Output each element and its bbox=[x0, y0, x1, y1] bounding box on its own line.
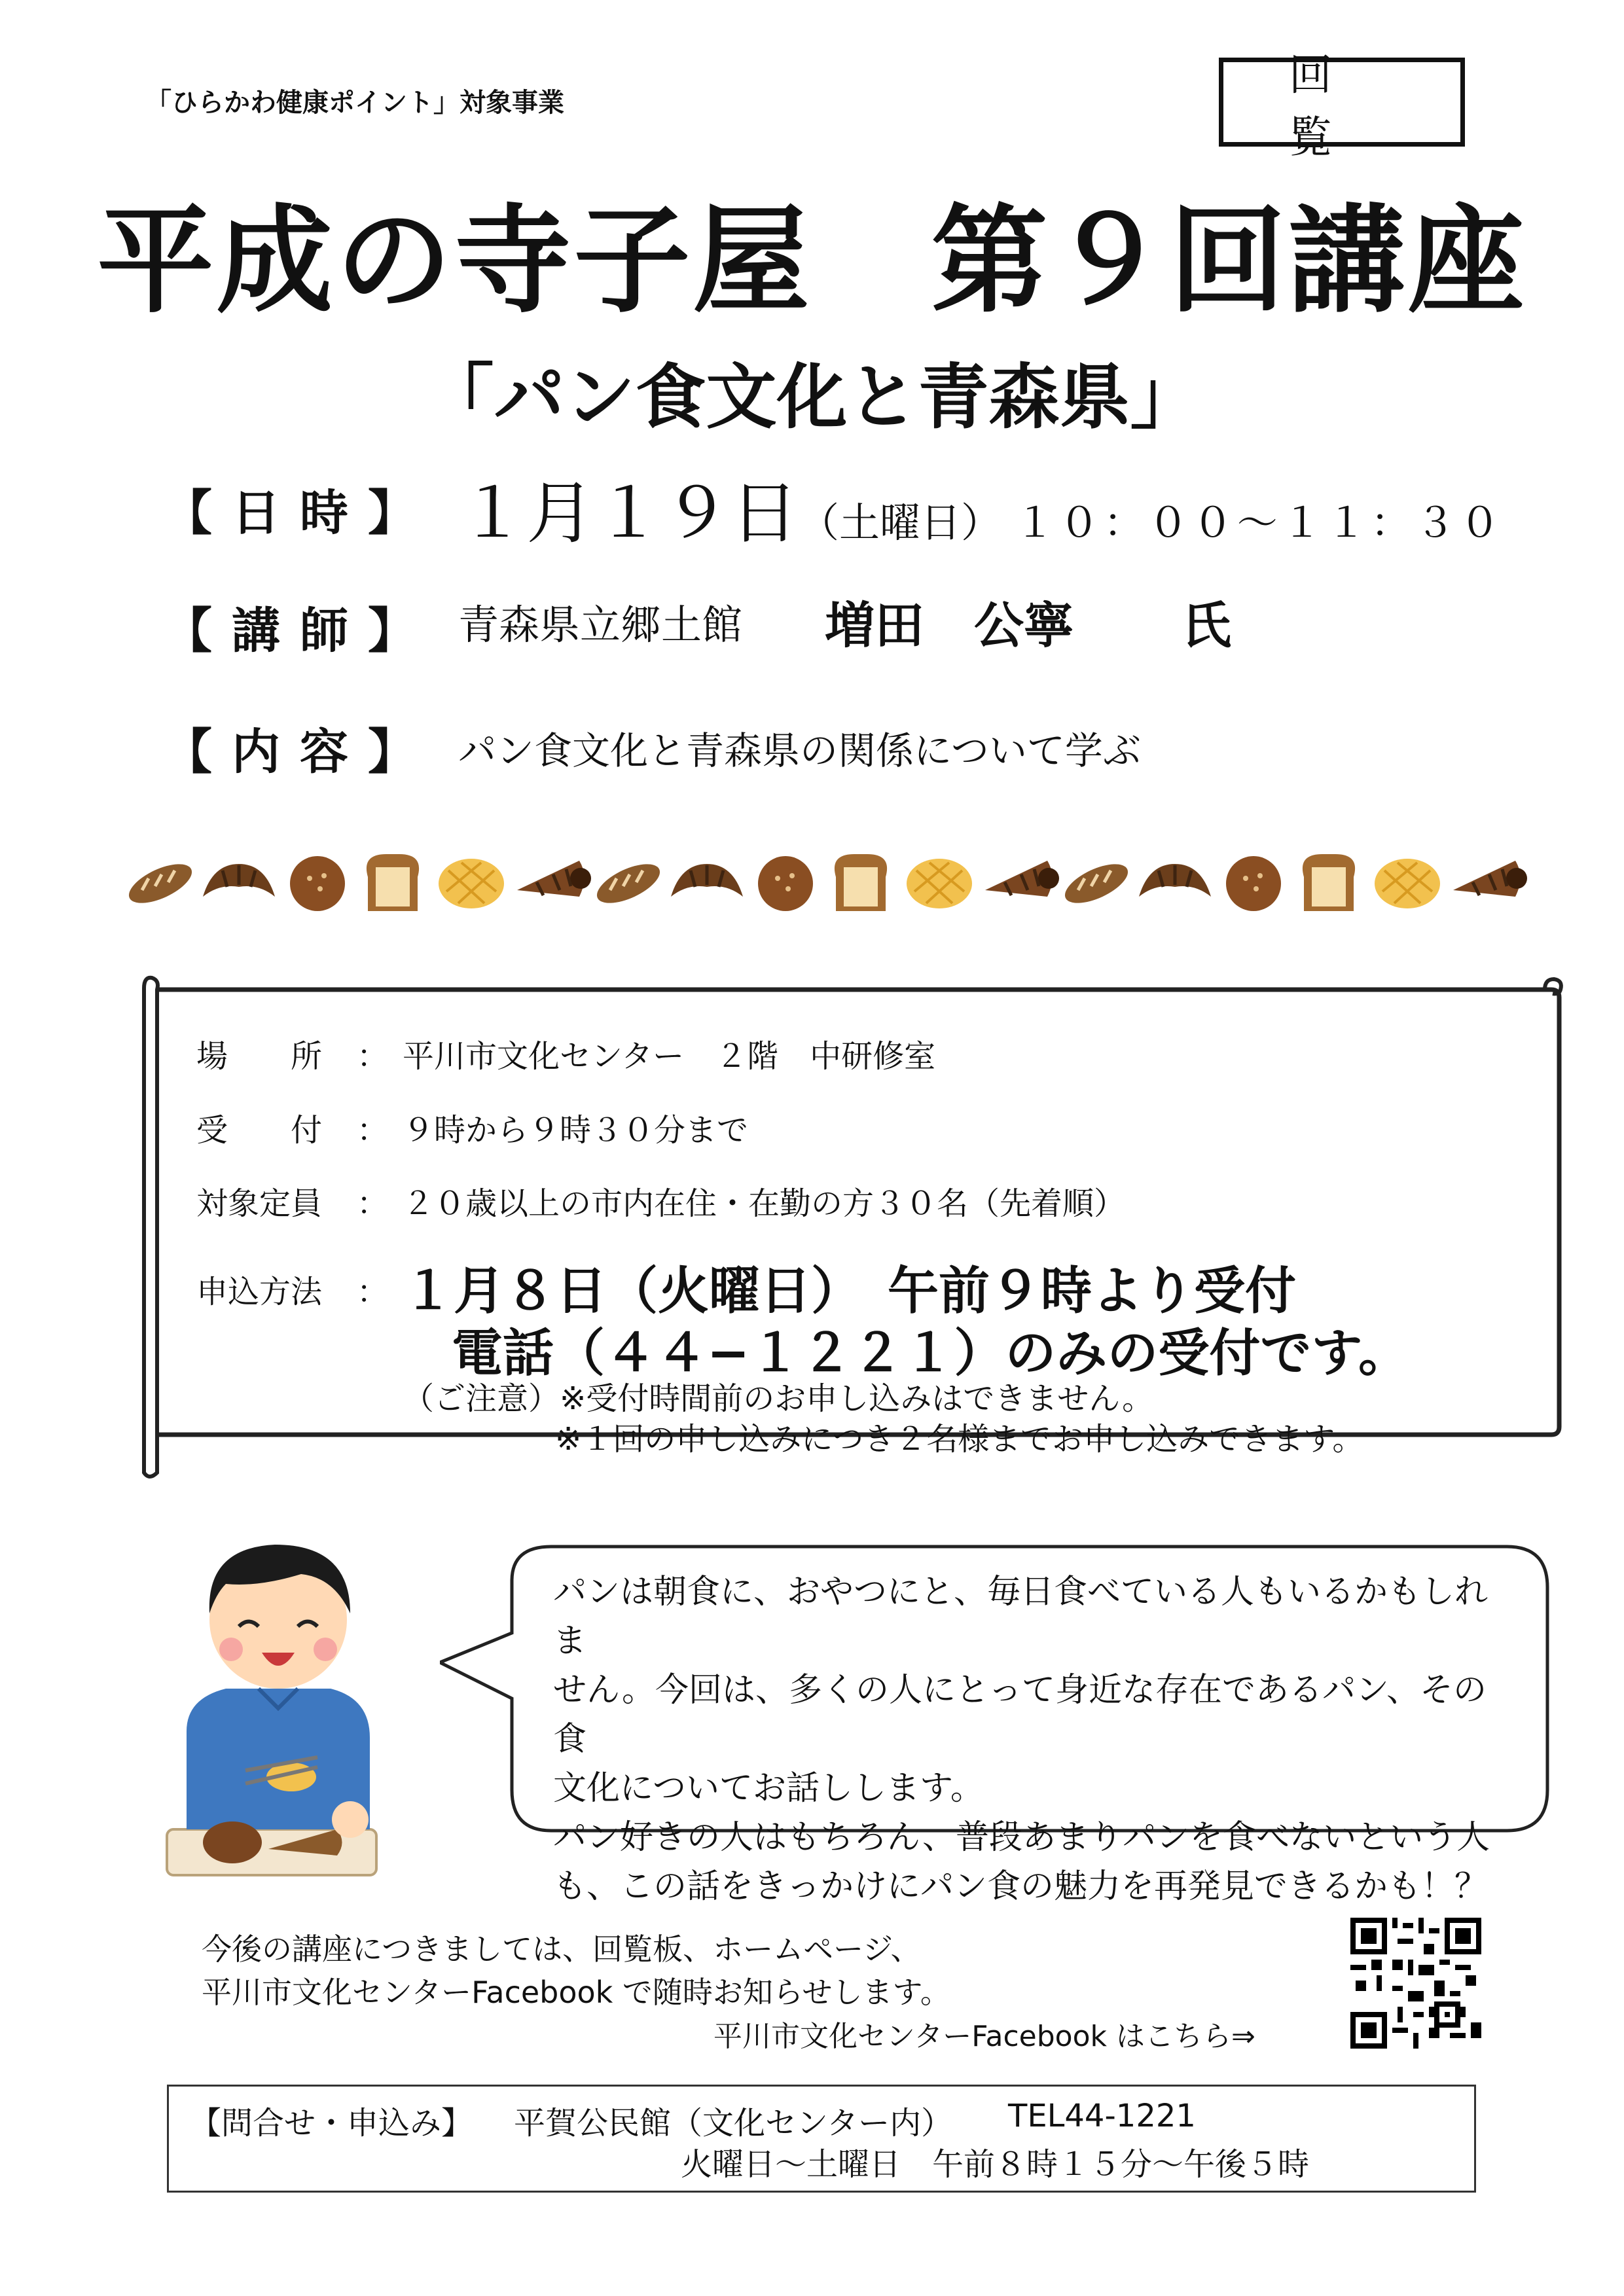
apply-colon: ： bbox=[357, 1274, 389, 1310]
target-colon: ： bbox=[357, 1185, 389, 1222]
cornet-icon bbox=[985, 861, 1059, 897]
lecturer-label: 【講師】 bbox=[164, 603, 436, 659]
target-value: ２０歳以上の市内在住・在勤の方３０名（先着順） bbox=[403, 1185, 1126, 1222]
speech-line: も、この話をきっかけにパン食の魅力を再発見できるかも！？ bbox=[553, 1867, 1489, 1906]
cornet-icon bbox=[517, 861, 591, 897]
circulation-box bbox=[1219, 50, 1465, 162]
reception-value: ９時から９時３０分まで bbox=[403, 1112, 749, 1149]
lecturer-affiliation: 青森県立郷土館 bbox=[458, 601, 743, 649]
content-text: パン食文化と青森県の関係について学ぶ bbox=[458, 728, 1141, 773]
qr-code-icon[interactable] bbox=[1350, 1918, 1481, 2049]
apply-date: １月８日（火曜日） 午前９時より受付 bbox=[403, 1262, 1297, 1321]
cornet-icon bbox=[1453, 861, 1527, 897]
speech-text bbox=[553, 1568, 1509, 1911]
place-colon: ： bbox=[357, 1038, 389, 1075]
target-label: 対象定員 bbox=[196, 1185, 323, 1222]
croissant-icon bbox=[203, 864, 275, 897]
schedule-time: １０：００〜１１：３０ bbox=[1014, 499, 1504, 547]
page-title: 平成の寺子屋 第９回講座 bbox=[97, 193, 1527, 329]
lecturer-honorific: 氏 bbox=[1182, 596, 1231, 655]
baguette-icon bbox=[592, 856, 666, 911]
schedule-label: 【日時】 bbox=[164, 485, 436, 541]
contact-place: 平賀公民館（文化センター内） bbox=[514, 2105, 953, 2142]
schedule-weekday: （土曜日） bbox=[799, 499, 1002, 547]
apply-label: 申込方法 bbox=[196, 1274, 323, 1310]
contact-hours: 火曜日〜土曜日 午前８時１５分〜午後５時 bbox=[681, 2146, 1310, 2183]
circulation-label: 回覧 bbox=[1289, 50, 1404, 162]
round-bread-icon bbox=[758, 856, 813, 911]
place-value: 平川市文化センター ２階 中研修室 bbox=[403, 1038, 936, 1075]
speech-line: 文化についてお話しします。 bbox=[553, 1769, 984, 1808]
content-label: 【内容】 bbox=[164, 724, 436, 780]
speech-line: パンは朝食に、おやつにと、毎日食べている人もいるかもしれま bbox=[553, 1573, 1489, 1660]
bread-decoration bbox=[124, 844, 1558, 923]
round-bread-icon bbox=[1226, 856, 1281, 911]
baguette-icon bbox=[124, 856, 197, 911]
future-notice bbox=[202, 1928, 950, 2014]
melon-pan-icon bbox=[1375, 859, 1440, 908]
melon-pan-icon bbox=[907, 859, 972, 908]
lecturer-name: 増田 公寧 bbox=[825, 596, 1074, 655]
speech-line: せん。今回は、多くの人にとって身近な存在であるパン、その食 bbox=[553, 1671, 1487, 1759]
note-2: ※１回の申し込みにつき２名様までお申し込みできます。 bbox=[555, 1421, 1364, 1458]
schedule-value bbox=[458, 458, 1504, 556]
toast-icon bbox=[835, 854, 887, 911]
croissant-icon bbox=[1139, 864, 1211, 897]
reception-colon: ： bbox=[357, 1112, 389, 1149]
boy-eating-bread-illustration bbox=[160, 1522, 396, 1888]
apply-phone: 電話（４４−１２２１）のみの受付です。 bbox=[452, 1324, 1410, 1383]
notice-line-2: 平川市文化センターFacebook で随時お知らせします。 bbox=[202, 1975, 950, 2010]
croissant-icon bbox=[671, 864, 743, 897]
contact-tel[interactable]: TEL44-1221 bbox=[1008, 2098, 1196, 2134]
note-1: （ご注意）※受付時間前のお申し込みはできません。 bbox=[403, 1380, 1154, 1417]
notice-line-1: 今後の講座につきましては、回覧板、ホームページ、 bbox=[202, 1931, 921, 1967]
baguette-icon bbox=[1060, 856, 1134, 911]
toast-icon bbox=[367, 854, 419, 911]
round-bread-icon bbox=[290, 856, 345, 911]
melon-pan-icon bbox=[439, 859, 504, 908]
reception-label: 受 付 bbox=[196, 1112, 323, 1149]
event-tagline: 「ひらかわ健康ポイント」対象事業 bbox=[145, 88, 564, 118]
speech-line: パン好きの人はもちろん、普段あまりパンを食べないという人 bbox=[553, 1818, 1490, 1857]
facebook-link[interactable]: 平川市文化センターFacebook はこちら⇒ bbox=[713, 2020, 1255, 2053]
contact-label: 【問合せ・申込み】 bbox=[190, 2105, 473, 2142]
toast-icon bbox=[1303, 854, 1355, 911]
place-label: 場 所 bbox=[196, 1038, 323, 1075]
schedule-date: １月１９日 bbox=[458, 473, 799, 553]
page-subtitle: 「パン食文化と青森県」 bbox=[423, 357, 1201, 439]
